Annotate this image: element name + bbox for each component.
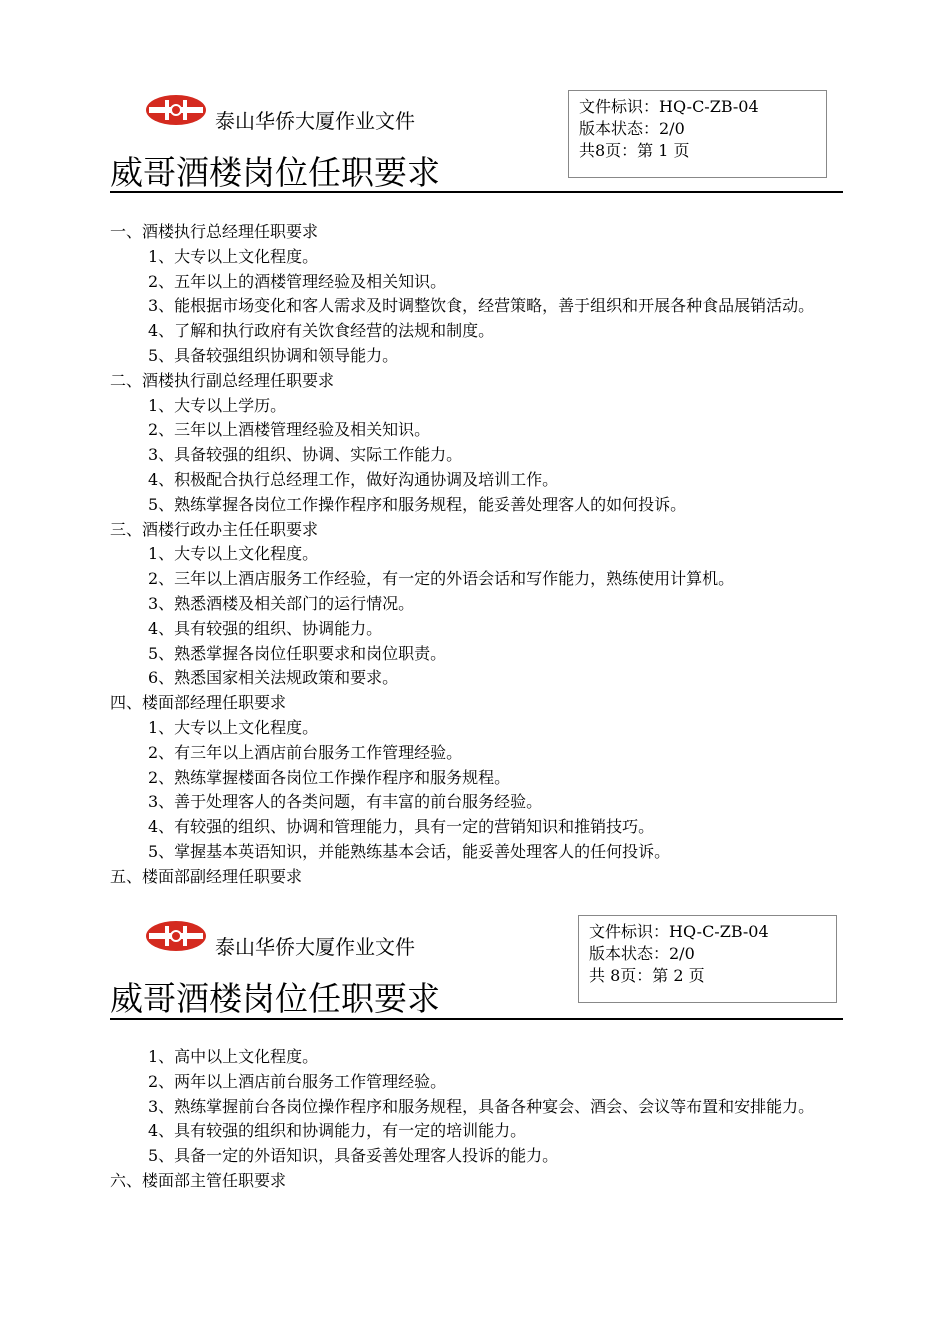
requirement-item: 4、具有较强的组织和协调能力，有一定的培训能力。 bbox=[148, 1121, 527, 1141]
requirement-item: 4、积极配合执行总经理工作，做好沟通协调及培训工作。 bbox=[148, 469, 559, 489]
page2-body bbox=[110, 1045, 843, 1194]
requirement-item: 3、熟练掌握前台各岗位操作程序和服务规程，具备各种宴会、酒会、会议等布置和安排能力。 bbox=[148, 1096, 815, 1116]
document-title: 威哥酒楼岗位任职要求 bbox=[110, 153, 440, 192]
page-number: 共 8页：第 2 页 bbox=[589, 966, 705, 985]
requirement-item: 2、五年以上的酒楼管理经验及相关知识。 bbox=[148, 271, 447, 291]
version-status: 版本状态：2/0 bbox=[589, 944, 695, 963]
requirement-item: 2、熟练掌握楼面各岗位工作操作程序和服务规程。 bbox=[148, 767, 511, 787]
requirement-item: 4、具有较强的组织、协调能力。 bbox=[148, 618, 383, 638]
requirement-item: 5、熟悉掌握各岗位任职要求和岗位职责。 bbox=[148, 643, 447, 663]
hotel-logo-icon bbox=[145, 94, 207, 126]
requirement-item: 5、掌握基本英语知识，并能熟练基本会话，能妥善处理客人的任何投诉。 bbox=[148, 841, 671, 861]
requirement-item: 4、了解和执行政府有关饮食经营的法规和制度。 bbox=[148, 321, 495, 341]
requirement-item: 2、三年以上酒楼管理经验及相关知识。 bbox=[148, 420, 431, 440]
doc-id: 文件标识：HQ-C-ZB-04 bbox=[579, 97, 759, 116]
header-rule bbox=[110, 1018, 843, 1020]
requirement-item: 3、善于处理客人的各类问题，有丰富的前台服务经验。 bbox=[148, 792, 543, 812]
section-heading: 五、楼面部副经理任职要求 bbox=[110, 866, 303, 886]
version-status: 版本状态：2/0 bbox=[579, 119, 685, 138]
header-rule bbox=[110, 191, 843, 193]
requirement-item: 5、具备较强组织协调和领导能力。 bbox=[148, 345, 399, 365]
document-info-box bbox=[578, 915, 837, 1003]
section-heading: 三、酒楼行政办主任任职要求 bbox=[110, 519, 319, 539]
requirement-item: 2、两年以上酒店前台服务工作管理经验。 bbox=[148, 1071, 447, 1091]
section-heading: 四、楼面部经理任职要求 bbox=[110, 693, 287, 713]
requirement-item: 3、能根据市场变化和客人需求及时调整饮食，经营策略，善于组织和开展各种食品展销活动。 bbox=[148, 296, 815, 316]
requirement-item: 2、有三年以上酒店前台服务工作管理经验。 bbox=[148, 742, 463, 762]
requirement-item: 6、熟悉国家相关法规政策和要求。 bbox=[148, 668, 399, 688]
requirement-item: 1、高中以上文化程度。 bbox=[148, 1047, 319, 1066]
requirement-item: 2、三年以上酒店服务工作经验，有一定的外语会话和写作能力，熟练使用计算机。 bbox=[148, 569, 735, 589]
document-title: 威哥酒楼岗位任职要求 bbox=[110, 979, 440, 1018]
requirement-item: 5、熟练掌握各岗位工作操作程序和服务规程，能妥善处理客人的如何投诉。 bbox=[148, 494, 687, 514]
requirement-item: 3、具备较强的组织、协调、实际工作能力。 bbox=[148, 445, 463, 465]
page-number: 共8页：第 1 页 bbox=[579, 141, 690, 160]
requirement-item: 4、有较强的组织、协调和管理能力，具有一定的营销知识和推销技巧。 bbox=[148, 817, 655, 837]
requirement-item: 5、具备一定的外语知识，具备妥善处理客人投诉的能力。 bbox=[148, 1146, 559, 1166]
company-name: 泰山华侨大厦作业文件 bbox=[215, 109, 415, 133]
requirement-item: 1、大专以上文化程度。 bbox=[148, 246, 319, 266]
doc-id: 文件标识：HQ-C-ZB-04 bbox=[589, 922, 769, 941]
requirement-item: 1、大专以上文化程度。 bbox=[148, 717, 319, 737]
company-name: 泰山华侨大厦作业文件 bbox=[215, 935, 415, 959]
requirement-item: 1、大专以上学历。 bbox=[148, 395, 287, 415]
requirement-item: 1、大专以上文化程度。 bbox=[148, 544, 319, 564]
document-info-box bbox=[568, 90, 827, 178]
page1-body bbox=[110, 220, 843, 890]
hotel-logo-icon bbox=[145, 920, 207, 952]
section-heading: 二、酒楼执行副总经理任职要求 bbox=[110, 370, 335, 390]
section-heading: 一、酒楼执行总经理任职要求 bbox=[110, 222, 319, 241]
section-heading: 六、楼面部主管任职要求 bbox=[110, 1170, 287, 1190]
requirement-item: 3、熟悉酒楼及相关部门的运行情况。 bbox=[148, 593, 415, 613]
